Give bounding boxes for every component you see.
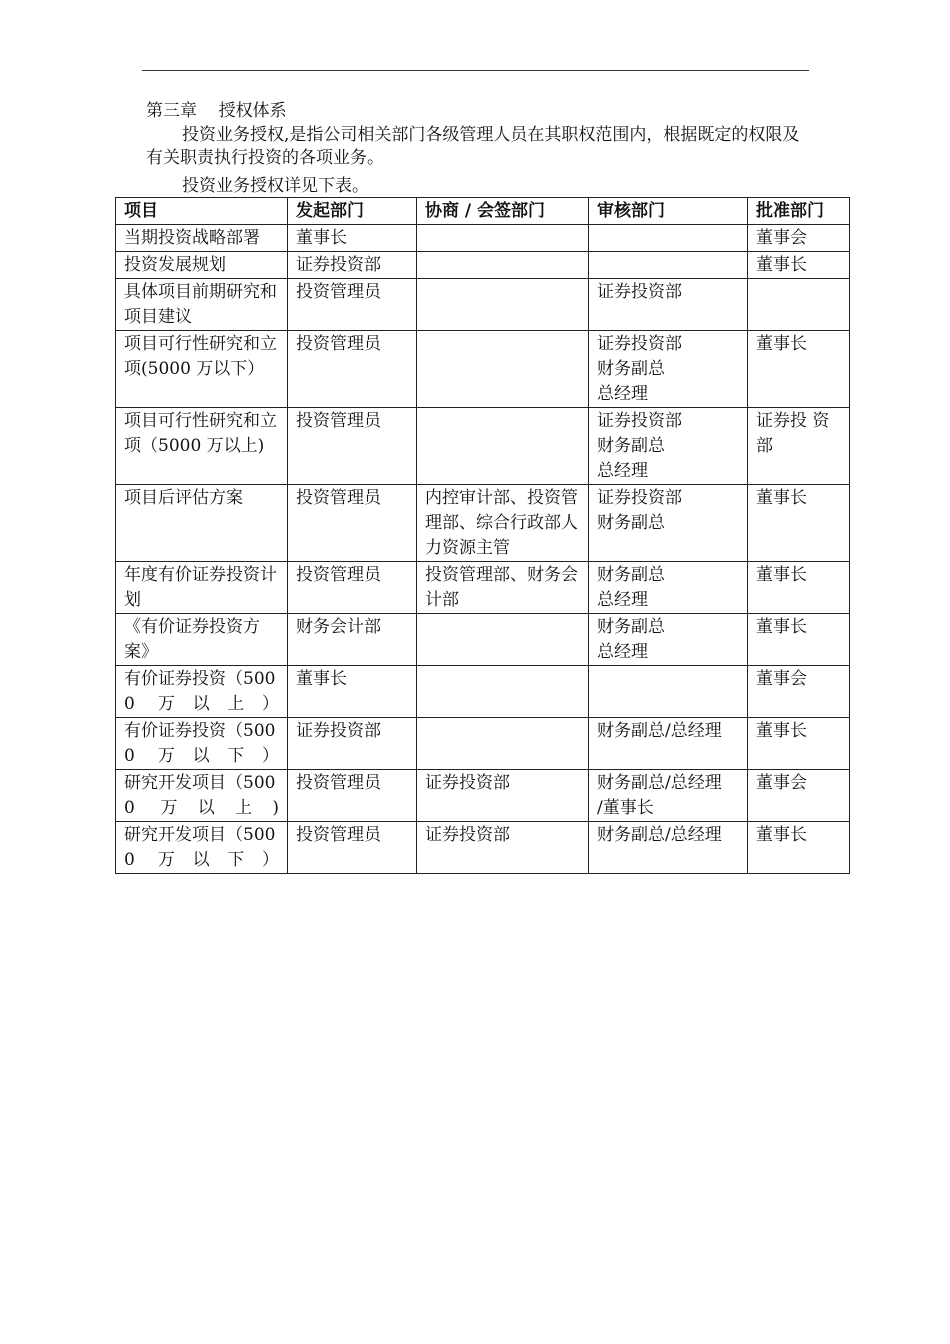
table-row	[116, 718, 850, 770]
header-item: 项目	[116, 198, 288, 225]
cell-review-dept: 证券投资部 财务副总	[589, 485, 748, 562]
cell-item: 有价证券投资（5000 万以上）	[116, 666, 288, 718]
cell-item: 投资发展规划	[116, 252, 288, 279]
cell-consult-dept	[417, 331, 589, 408]
cell-review-dept	[589, 666, 748, 718]
cell-consult-dept	[417, 666, 589, 718]
cell-consult-dept	[417, 614, 589, 666]
cell-consult-dept: 证券投资部	[417, 770, 589, 822]
table-row	[116, 408, 850, 485]
cell-initiating-dept: 投资管理员	[288, 770, 417, 822]
cell-approval-dept	[748, 279, 850, 331]
cell-initiating-dept: 投资管理员	[288, 822, 417, 874]
cell-initiating-dept: 投资管理员	[288, 279, 417, 331]
cell-approval-dept: 董事会	[748, 770, 850, 822]
table-row	[116, 331, 850, 408]
cell-initiating-dept: 投资管理员	[288, 562, 417, 614]
cell-approval-dept: 董事长	[748, 822, 850, 874]
cell-item: 年度有价证券投资计划	[116, 562, 288, 614]
cell-approval-dept: 董事长	[748, 331, 850, 408]
cell-item: 有价证券投资（5000 万以下）	[116, 718, 288, 770]
cell-consult-dept	[417, 252, 589, 279]
cell-approval-dept: 董事长	[748, 614, 850, 666]
header-rule	[142, 70, 809, 71]
table-row	[116, 666, 850, 718]
table-row	[116, 822, 850, 874]
cell-review-dept: 证券投资部	[589, 279, 748, 331]
header-consult-dept: 协商 / 会签部门	[417, 198, 589, 225]
cell-initiating-dept: 董事长	[288, 225, 417, 252]
cell-consult-dept	[417, 408, 589, 485]
authorization-table	[115, 197, 850, 874]
cell-approval-dept: 董事会	[748, 225, 850, 252]
table-row	[116, 225, 850, 252]
cell-initiating-dept: 董事长	[288, 666, 417, 718]
header-initiating-dept: 发起部门	[288, 198, 417, 225]
cell-initiating-dept: 投资管理员	[288, 331, 417, 408]
cell-review-dept	[589, 252, 748, 279]
table-row	[116, 614, 850, 666]
chapter-heading: 第三章 授权体系	[146, 101, 287, 121]
cell-approval-dept: 董事长	[748, 562, 850, 614]
cell-item: 研究开发项目（5000 万以下）	[116, 822, 288, 874]
table-row	[116, 279, 850, 331]
cell-initiating-dept: 投资管理员	[288, 485, 417, 562]
header-approval-dept: 批准部门	[748, 198, 850, 225]
cell-initiating-dept: 证券投资部	[288, 252, 417, 279]
intro-paragraph: 投资业务授权,是指公司相关部门各级管理人员在其职权范围内，根据既定的权限及有关职责执行投资的各项业务。	[146, 125, 800, 168]
cell-initiating-dept: 证券投资部	[288, 718, 417, 770]
cell-consult-dept: 投资管理部、财务会计部	[417, 562, 589, 614]
cell-consult-dept	[417, 279, 589, 331]
table-row	[116, 770, 850, 822]
cell-item: 具体项目前期研究和项目建议	[116, 279, 288, 331]
cell-approval-dept: 董事长	[748, 485, 850, 562]
cell-approval-dept: 证券投 资部	[748, 408, 850, 485]
cell-review-dept: 财务副总/总经理	[589, 822, 748, 874]
cell-review-dept: 财务副总 总经理	[589, 614, 748, 666]
table-row	[116, 252, 850, 279]
cell-review-dept: 证券投资部 财务副总 总经理	[589, 408, 748, 485]
cell-initiating-dept: 投资管理员	[288, 408, 417, 485]
cell-approval-dept: 董事会	[748, 666, 850, 718]
cell-review-dept: 财务副总 总经理	[589, 562, 748, 614]
cell-consult-dept	[417, 718, 589, 770]
cell-review-dept: 财务副总/总经理 /董事长	[589, 770, 748, 822]
header-review-dept: 审核部门	[589, 198, 748, 225]
cell-item: 项目可行性研究和立项(5000 万以下）	[116, 331, 288, 408]
table-row	[116, 485, 850, 562]
cell-review-dept: 财务副总/总经理	[589, 718, 748, 770]
cell-initiating-dept: 财务会计部	[288, 614, 417, 666]
cell-review-dept	[589, 225, 748, 252]
cell-approval-dept: 董事长	[748, 252, 850, 279]
cell-item: 项目后评估方案	[116, 485, 288, 562]
table-row	[116, 562, 850, 614]
cell-item: 当期投资战略部署	[116, 225, 288, 252]
cell-consult-dept: 证券投资部	[417, 822, 589, 874]
cell-consult-dept	[417, 225, 589, 252]
cell-approval-dept: 董事长	[748, 718, 850, 770]
cell-item: 《有价证券投资方案》	[116, 614, 288, 666]
table-header-row	[116, 198, 850, 225]
cell-item: 研究开发项目（5000 万以上)	[116, 770, 288, 822]
table-intro-text: 投资业务授权详见下表。	[182, 176, 369, 196]
cell-item: 项目可行性研究和立项（5000 万以上)	[116, 408, 288, 485]
cell-consult-dept: 内控审计部、投资管理部、综合行政部人力资源主管	[417, 485, 589, 562]
cell-review-dept: 证券投资部 财务副总 总经理	[589, 331, 748, 408]
